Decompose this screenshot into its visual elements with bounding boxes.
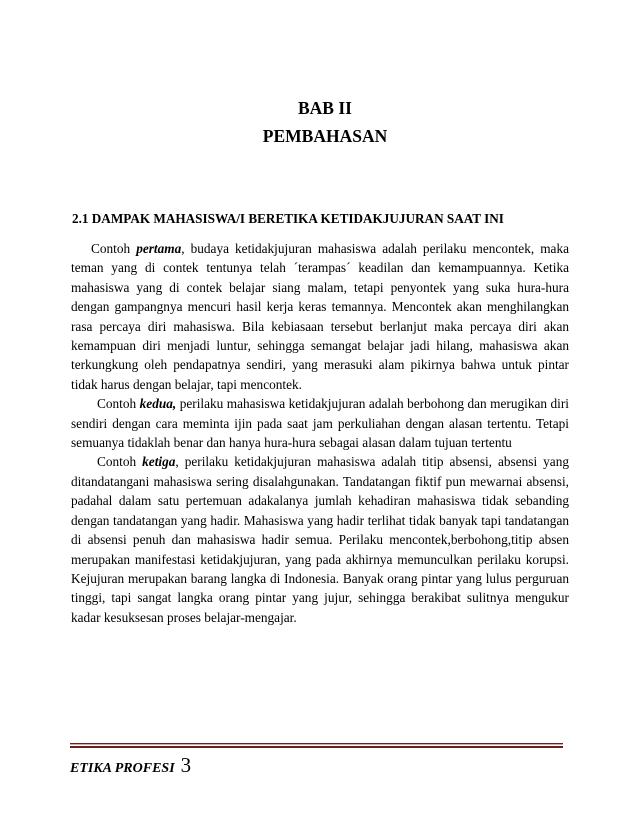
paragraph-lead: Contoh	[91, 241, 137, 256]
paragraph-body: , budaya ketidakjujuran mahasiswa adalah perilaku mencontek, maka teman yang di contek tentunya telah ´terampas´ keadilan dan kemampuannya. Ketika mahasiswa yang di contek belajar siang malam, tetapi penyontek yang suka hura-hura dengan gampangnya mencuri hasil kerja keras temannya. Mencontek akan menghilangkan rasa percaya diri mahasiswa. Bila kebiasaan tersebut berlanjut maka percaya diri akan kemampuan diri menjadi luntur, sehingga semangat belajar jadi hilang, mahasiswa akan terkungkung oleh pendapatnya sendiri, yang merasuki alam pikirnya bahwa untuk pintar tidak harus dengan belajar, tapi mencontek.	[71, 241, 569, 392]
page-footer	[70, 753, 191, 778]
footer-label: ETIKA PROFESI	[70, 761, 175, 776]
paragraph-body: perilaku mahasiswa ketidakjujuran adalah berbohong dan merugikan diri sendiri dengan cara meminta ijin pada saat jam perkuliahan dengan alasan tertentu. Tetapi semuanya tidaklah benar dan hanya hura-hura sebagai alasan dalam tujuan tertentu	[71, 396, 569, 451]
page-number: 3	[180, 753, 192, 777]
body-text	[71, 239, 569, 627]
emphasis-kedua: kedua,	[139, 396, 177, 412]
paragraph-lead: Contoh	[97, 396, 140, 412]
chapter-number: BAB II	[298, 98, 352, 118]
chapter-title: PEMBAHASAN	[262, 126, 388, 146]
emphasis-ketiga: ketiga	[142, 454, 176, 470]
paragraph-body: , perilaku ketidakjujuran mahasiswa adalah titip absensi, absensi yang ditandatangani mahasiswa sering disalahgunakan. Tandatangan fiktif pun mewarnai absensi, padahal dalam satu pertemuan adakalanya jumlah kehadiran mahasiswa tidak sebanding dengan tandatangan yang hadir. Mahasiswa yang hadir terlihat tidak banyak tapi tandatangan di absensi penuh dan mahasiswa hadir semua. Perilaku mencontek,berbohong,titip absen merupakan manifestasi ketidakjujuran, yang pada akhirnya memunculkan perilaku korupsi. Kejujuran merupakan barang langka di Indonesia. Banyak orang pintar yang lulus perguruan tinggi, tapi sangat langka orang pintar yang jujur, sehingga berakibat sulitnya mengukur kadar kesuksesan proses belajar-mengajar.	[71, 454, 569, 625]
footer-divider-inner	[70, 744, 563, 745]
paragraph-lead: Contoh	[97, 454, 143, 470]
paragraph-2	[71, 394, 569, 452]
paragraph-3	[71, 452, 569, 627]
section-heading: 2.1 DAMPAK MAHASISWA/I BERETIKA KETIDAKJUJURAN SAAT INI	[72, 211, 504, 226]
emphasis-pertama: pertama	[136, 241, 182, 256]
paragraph-1	[71, 239, 569, 394]
